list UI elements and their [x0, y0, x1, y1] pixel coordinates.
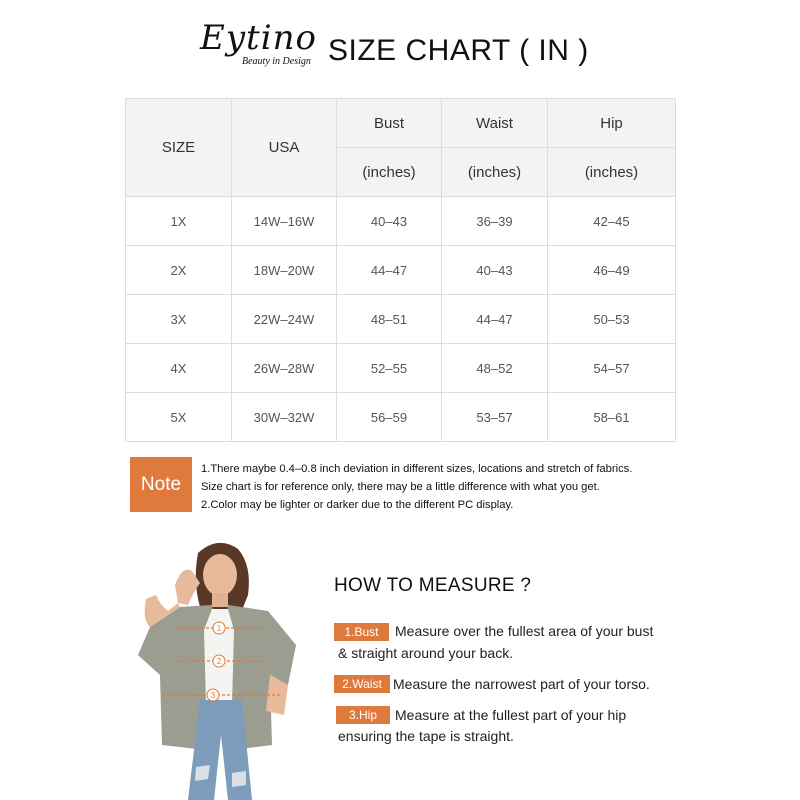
note-line-2: Size chart is for reference only, there may be a little difference with what you get. — [201, 481, 600, 493]
unit-waist: (inches) — [442, 148, 548, 197]
table-row — [126, 295, 676, 344]
bust-badge: 1.Bust — [334, 623, 389, 641]
cell-hip: 46–49 — [548, 246, 676, 295]
cell-bust: 52–55 — [337, 344, 442, 393]
hip-badge: 3.Hip — [336, 706, 390, 724]
note-line-1: 1.There maybe 0.4–0.8 inch deviation in different sizes, locations and stretch of fabrics. — [201, 463, 633, 475]
how-to-measure-title: HOW TO MEASURE ? — [334, 575, 532, 596]
table-header-row — [126, 99, 676, 148]
cell-usa: 26W–28W — [232, 344, 337, 393]
note-badge: Note — [130, 457, 192, 512]
cell-bust: 48–51 — [337, 295, 442, 344]
cell-bust: 56–59 — [337, 393, 442, 442]
cell-size: 4X — [126, 344, 232, 393]
table-row — [126, 197, 676, 246]
header-bust: Bust — [337, 99, 442, 148]
size-chart-table — [125, 98, 676, 442]
cell-waist: 36–39 — [442, 197, 548, 246]
header-usa: USA — [232, 99, 337, 197]
page-title: SIZE CHART ( IN ) — [328, 34, 589, 67]
bust-instruction: Measure over the fullest area of your bust — [395, 623, 654, 639]
note-line-3: 2.Color may be lighter or darker due to the different PC display. — [201, 499, 514, 511]
brand-tagline: Beauty in Design — [242, 56, 311, 67]
cell-hip: 54–57 — [548, 344, 676, 393]
cell-hip: 58–61 — [548, 393, 676, 442]
waist-marker-label: 2 — [216, 657, 222, 666]
waist-badge: 2.Waist — [334, 675, 390, 693]
table-row — [126, 393, 676, 442]
cell-size: 3X — [126, 295, 232, 344]
cell-waist: 53–57 — [442, 393, 548, 442]
hip-instruction-cont: ensuring the tape is straight. — [338, 728, 514, 744]
cell-bust: 44–47 — [337, 246, 442, 295]
header-waist: Waist — [442, 99, 548, 148]
cell-size: 1X — [126, 197, 232, 246]
note-text — [201, 460, 632, 514]
header-hip: Hip — [548, 99, 676, 148]
cell-waist: 44–47 — [442, 295, 548, 344]
cell-hip: 50–53 — [548, 295, 676, 344]
brand-name: Eytino — [200, 18, 317, 58]
hip-instruction: Measure at the fullest part of your hip — [395, 707, 627, 723]
cell-usa: 22W–24W — [232, 295, 337, 344]
bust-instruction-cont: & straight around your back. — [338, 645, 514, 661]
table-row — [126, 344, 676, 393]
cell-usa: 18W–20W — [232, 246, 337, 295]
waist-instruction: Measure the narrowest part of your torso. — [393, 676, 650, 692]
unit-bust: (inches) — [337, 148, 442, 197]
cell-waist: 40–43 — [442, 246, 548, 295]
unit-hip: (inches) — [548, 148, 676, 197]
cell-size: 5X — [126, 393, 232, 442]
cell-waist: 48–52 — [442, 344, 548, 393]
header-size: SIZE — [126, 99, 232, 197]
model-photo — [120, 535, 310, 800]
cell-usa: 30W–32W — [232, 393, 337, 442]
cell-usa: 14W–16W — [232, 197, 337, 246]
cell-size: 2X — [126, 246, 232, 295]
cell-hip: 42–45 — [548, 197, 676, 246]
bust-marker-label: 1 — [216, 624, 222, 633]
hip-marker-label: 3 — [210, 691, 216, 700]
brand-logo — [200, 18, 320, 78]
cell-bust: 40–43 — [337, 197, 442, 246]
table-row — [126, 246, 676, 295]
